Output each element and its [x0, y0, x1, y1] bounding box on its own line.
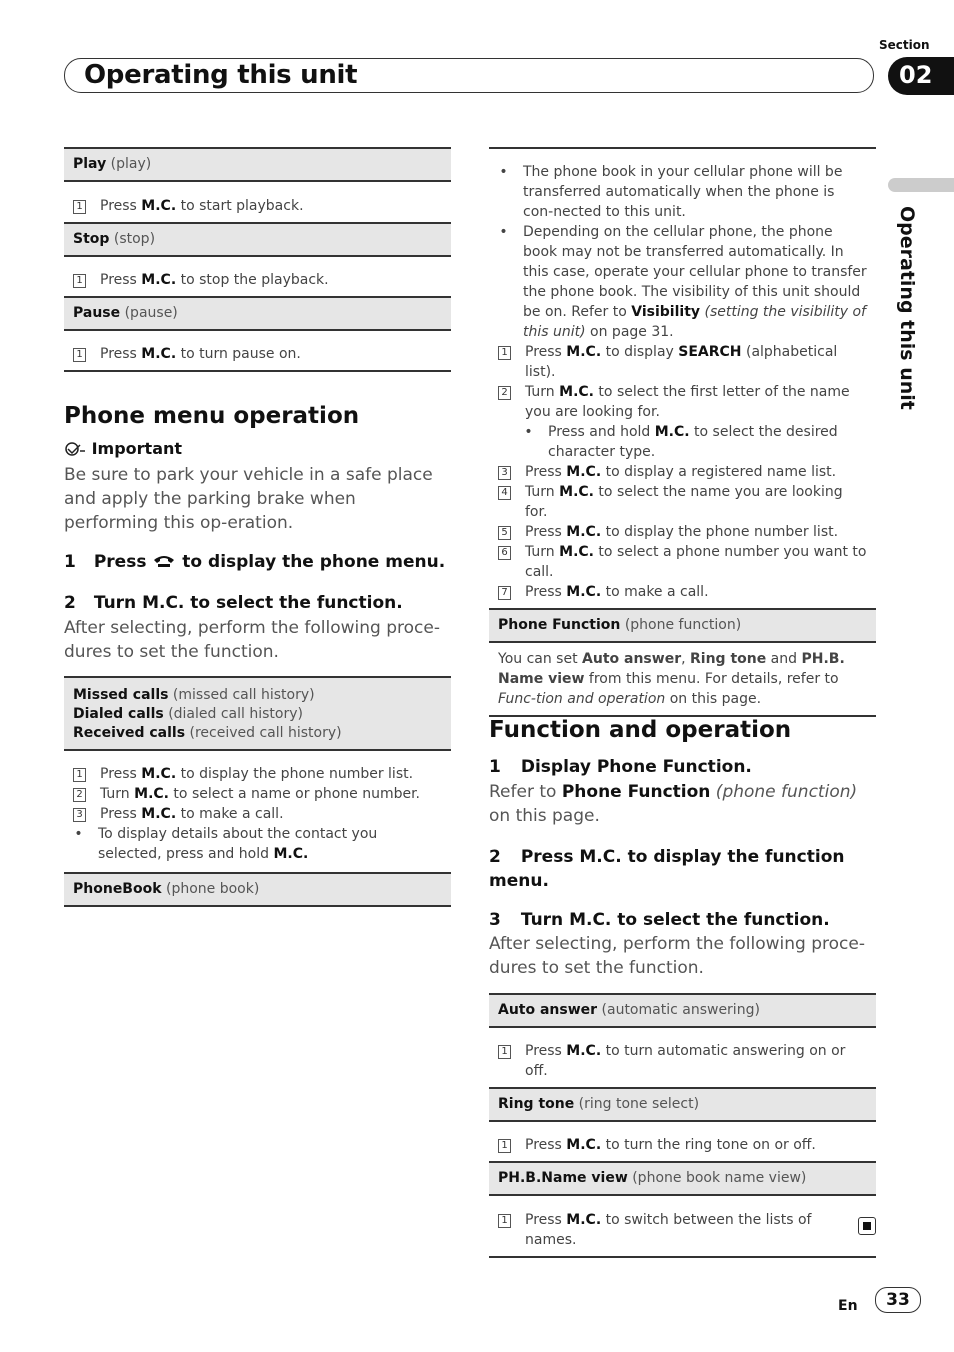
- section-number: 02: [899, 61, 933, 89]
- step-number: 3: [498, 466, 511, 480]
- function-heading: Function and operation: [489, 717, 792, 743]
- step-number: 2: [73, 788, 86, 802]
- step-number: 1: [73, 768, 86, 782]
- list-item: • Press and hold M.C. to select the desired character type.: [524, 424, 838, 460]
- fstep-1-heading: 1 Display Phone Function.: [489, 757, 752, 777]
- step-number: 2: [498, 386, 511, 400]
- list-item: 1 Press M.C. to turn pause on.: [73, 344, 442, 364]
- calls-body: [64, 751, 451, 870]
- step-number: 1: [498, 1139, 511, 1153]
- calls-table: [64, 676, 451, 907]
- list-item: 3 Press M.C. to display a registered name list.: [498, 462, 867, 482]
- list-item: 1 Press M.C. to display SEARCH (alphabetical list).: [498, 342, 867, 382]
- step-number: 4: [498, 486, 511, 500]
- fstep-3-heading: 3 Turn M.C. to select the function.: [489, 910, 830, 930]
- list-item: 4 Turn M.C. to select the name you are looking for.: [498, 482, 867, 522]
- dialed-calls-row: Dialed calls (dialed call history): [73, 706, 303, 722]
- phone-icon: [152, 553, 176, 569]
- auto-answer-body: [489, 1028, 876, 1087]
- page-number: 33: [875, 1287, 921, 1313]
- list-item: 1 Press M.C. to stop the playback.: [73, 270, 442, 290]
- step-number: 1: [498, 346, 511, 360]
- phone-function-header: Phone Function (phone function): [489, 608, 876, 643]
- ring-tone-body: [489, 1122, 876, 1161]
- list-item: • To display details about the contact you selected, press and hold M.C.: [74, 826, 378, 862]
- bullet: •: [499, 164, 508, 180]
- list-item: 3 Press M.C. to make a call.: [73, 804, 442, 824]
- side-section-title: Operating this unit: [896, 206, 918, 410]
- side-tab-marker: [888, 178, 954, 192]
- step-number: 1: [73, 200, 86, 214]
- bullet: •: [524, 424, 533, 440]
- important-label: Important: [91, 439, 183, 458]
- fstep-2-heading: 2 Press M.C. to display the function menu.: [489, 847, 845, 891]
- step-number: 7: [498, 586, 511, 600]
- list-item: 5 Press M.C. to display the phone number list.: [498, 522, 867, 542]
- list-item: 1 Press M.C. to start playback.: [73, 196, 442, 216]
- step-number: 6: [498, 546, 511, 560]
- phone-menu-heading: Phone menu operation: [64, 403, 360, 429]
- language-label: En: [838, 1298, 858, 1314]
- ring-tone-header: Ring tone (ring tone select): [489, 1087, 876, 1122]
- list-item: 2 Turn M.C. to select a name or phone number.: [73, 784, 442, 804]
- phb-name-header: PH.B.Name view (phone book name view): [489, 1161, 876, 1196]
- step-number: 1: [73, 348, 86, 362]
- after-selecting-text-2: After selecting, perform the following proce-dures to set the function.: [489, 934, 865, 978]
- bullet: •: [74, 826, 83, 842]
- important-text: Be sure to park your vehicle in a safe place and apply the parking brake when performing this op-eration.: [64, 465, 433, 533]
- section-label: Section: [879, 38, 930, 52]
- list-item: 1 Press M.C. to turn the ring tone on or off.: [498, 1135, 867, 1155]
- list-item: 2 Turn M.C. to select the first letter of the name you are looking for.: [498, 382, 867, 422]
- list-item: 6 Turn M.C. to select a phone number you want to call.: [498, 542, 867, 582]
- section-number-badge: [888, 57, 954, 95]
- list-item: 1 Press M.C. to switch between the lists of names.: [498, 1210, 867, 1250]
- stop-body: [64, 257, 451, 296]
- step-number: 5: [498, 526, 511, 540]
- bullet: •: [499, 224, 508, 240]
- phonebook-body: [489, 149, 876, 604]
- received-calls-row: Received calls (received call history): [73, 725, 342, 741]
- pause-body: [64, 331, 451, 372]
- phb-name-body: [489, 1196, 876, 1258]
- list-item: • Depending on the cellular phone, the phone book may not be transferred automatically. In this case, operate your cellular phone to transfer the phone book. The visibility of this unit should be on. Refer to Visibility (setting the visibility of this unit) on page 31.: [499, 224, 867, 340]
- step-number: 3: [73, 808, 86, 822]
- step-number: 1: [498, 1045, 511, 1059]
- left-column: [64, 147, 451, 372]
- step-number: 1: [73, 274, 86, 288]
- missed-calls-row: Missed calls (missed call history): [73, 687, 315, 703]
- page-title: Operating this unit: [84, 60, 358, 90]
- end-mark-icon: [858, 1217, 876, 1235]
- list-item: • The phone book in your cellular phone will be transferred automatically when the phone is con-nected to this unit.: [499, 164, 843, 220]
- stop-header: Stop (stop): [64, 222, 451, 257]
- step-1-heading: 1 Press to display the phone menu.: [64, 552, 446, 572]
- play-body: [64, 182, 451, 222]
- important-note: [64, 439, 182, 458]
- list-item: 1 Press M.C. to turn automatic answering on or off.: [498, 1041, 867, 1081]
- auto-answer-header: Auto answer (automatic answering): [489, 993, 876, 1028]
- function-table: [489, 993, 876, 1258]
- important-icon: [64, 441, 86, 457]
- step-number: 1: [498, 1214, 511, 1228]
- right-column-top: [489, 147, 876, 717]
- play-header: Play (play): [64, 147, 451, 182]
- phonebook-header: PhoneBook (phone book): [64, 872, 451, 907]
- list-item: 7 Press M.C. to make a call.: [498, 582, 867, 602]
- refer-text: Refer to Phone Function (phone function) on this page.: [489, 782, 858, 826]
- calls-header: [64, 676, 451, 751]
- step-2-heading: 2 Turn M.C. to select the function.: [64, 593, 403, 613]
- pause-header: Pause (pause): [64, 296, 451, 331]
- list-item: 1 Press M.C. to display the phone number list.: [73, 764, 442, 784]
- phone-function-body: You can set Auto answer, Ring tone and PH.B. Name view from this menu. For details, refer to Func-tion and operation on this page.: [489, 643, 876, 717]
- after-selecting-text: After selecting, perform the following proce-dures to set the function.: [64, 618, 440, 662]
